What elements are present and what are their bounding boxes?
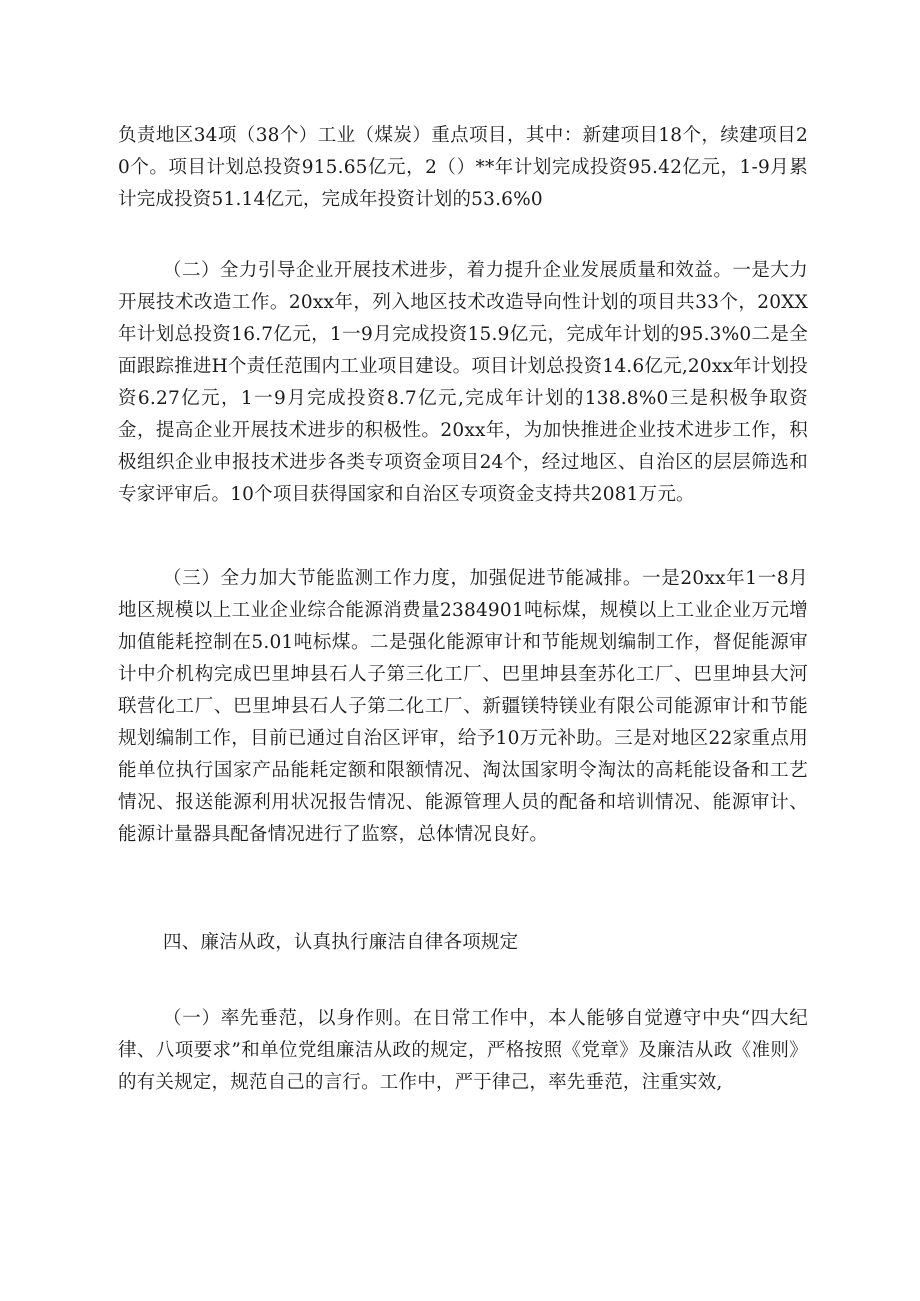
section-heading-integrity: 四、廉洁从政，认真执行廉洁自律各项规定 <box>163 932 519 953</box>
paragraph-technical-progress: （二）全力引导企业开展技术进步，着力提升企业发展质量和效益。一是大力开展技术改造工作。20xx年，列入地区技术改造导向性计划的项目共33个，20XX年计划总投资16.7亿元，1一9月完成投资15.9亿元，完成年计划的95.3%0二是全面跟踪推进H个责任范围内工业项目建设。项目计划总投资14.6亿元,20xx年计划投资6.27亿元，1一9月完成投资8.7亿元,完成年计划的138.8%0三是积极争取资金，提高企业开展技术进步的积极性。20xx年，为加快推进企业技术进步工作，积极组织企业申报技术进步各类专项资金项目24个，经过地区、自治区的层层筛选和专家评审后。10个项目获得国家和自治区专项资金支持共2081万元。 <box>118 260 808 505</box>
paragraph-energy-saving: （三）全力加大节能监测工作力度，加强促进节能减排。一是20xx年1一8月地区规模以上工业企业综合能源消费量2384901吨标煤，规模以上工业企业万元增加值能耗控制在5.01吨标煤。二是强化能源审计和节能规划编制工作，督促能源审计中介机构完成巴里坤县石人子第三化工厂、巴里坤县奎苏化工厂、巴里坤县大河联营化工厂、巴里坤县石人子第二化工厂、新疆镁特镁业有限公司能源审计和节能规划编制工作，目前已通过自治区评审，给予10万元补助。三是对地区22家重点用能单位执行国家产品能耗定额和限额情况、淘汰国家明令淘汰的高耗能设备和工艺情况、报送能源利用状况报告情况、能源管理人员的配备和培训情况、能源审计、能源计量器具配备情况进行了监察，总体情况良好。 <box>118 568 808 845</box>
paragraph-lead-by-example: （一）率先垂范，以身作则。在日常工作中，本人能够自觉遵守中央“四大纪律、八项要求”和单位党组廉洁从政的规定，严格按照《党章》及廉洁从政《准则》的有关规定，规范自己的言行。工作中，严于律己，率先垂范，注重实效, <box>118 1008 808 1093</box>
paragraph-project-summary: 负责地区34项（38个）工业（煤炭）重点项目，其中：新建项目18个，续建项目20个。项目计划总投资915.65亿元，2（）**年计划完成投资95.42亿元，1-9月累计完成投资51.14亿元，完成年投资计划的53.6%0 <box>118 125 808 210</box>
